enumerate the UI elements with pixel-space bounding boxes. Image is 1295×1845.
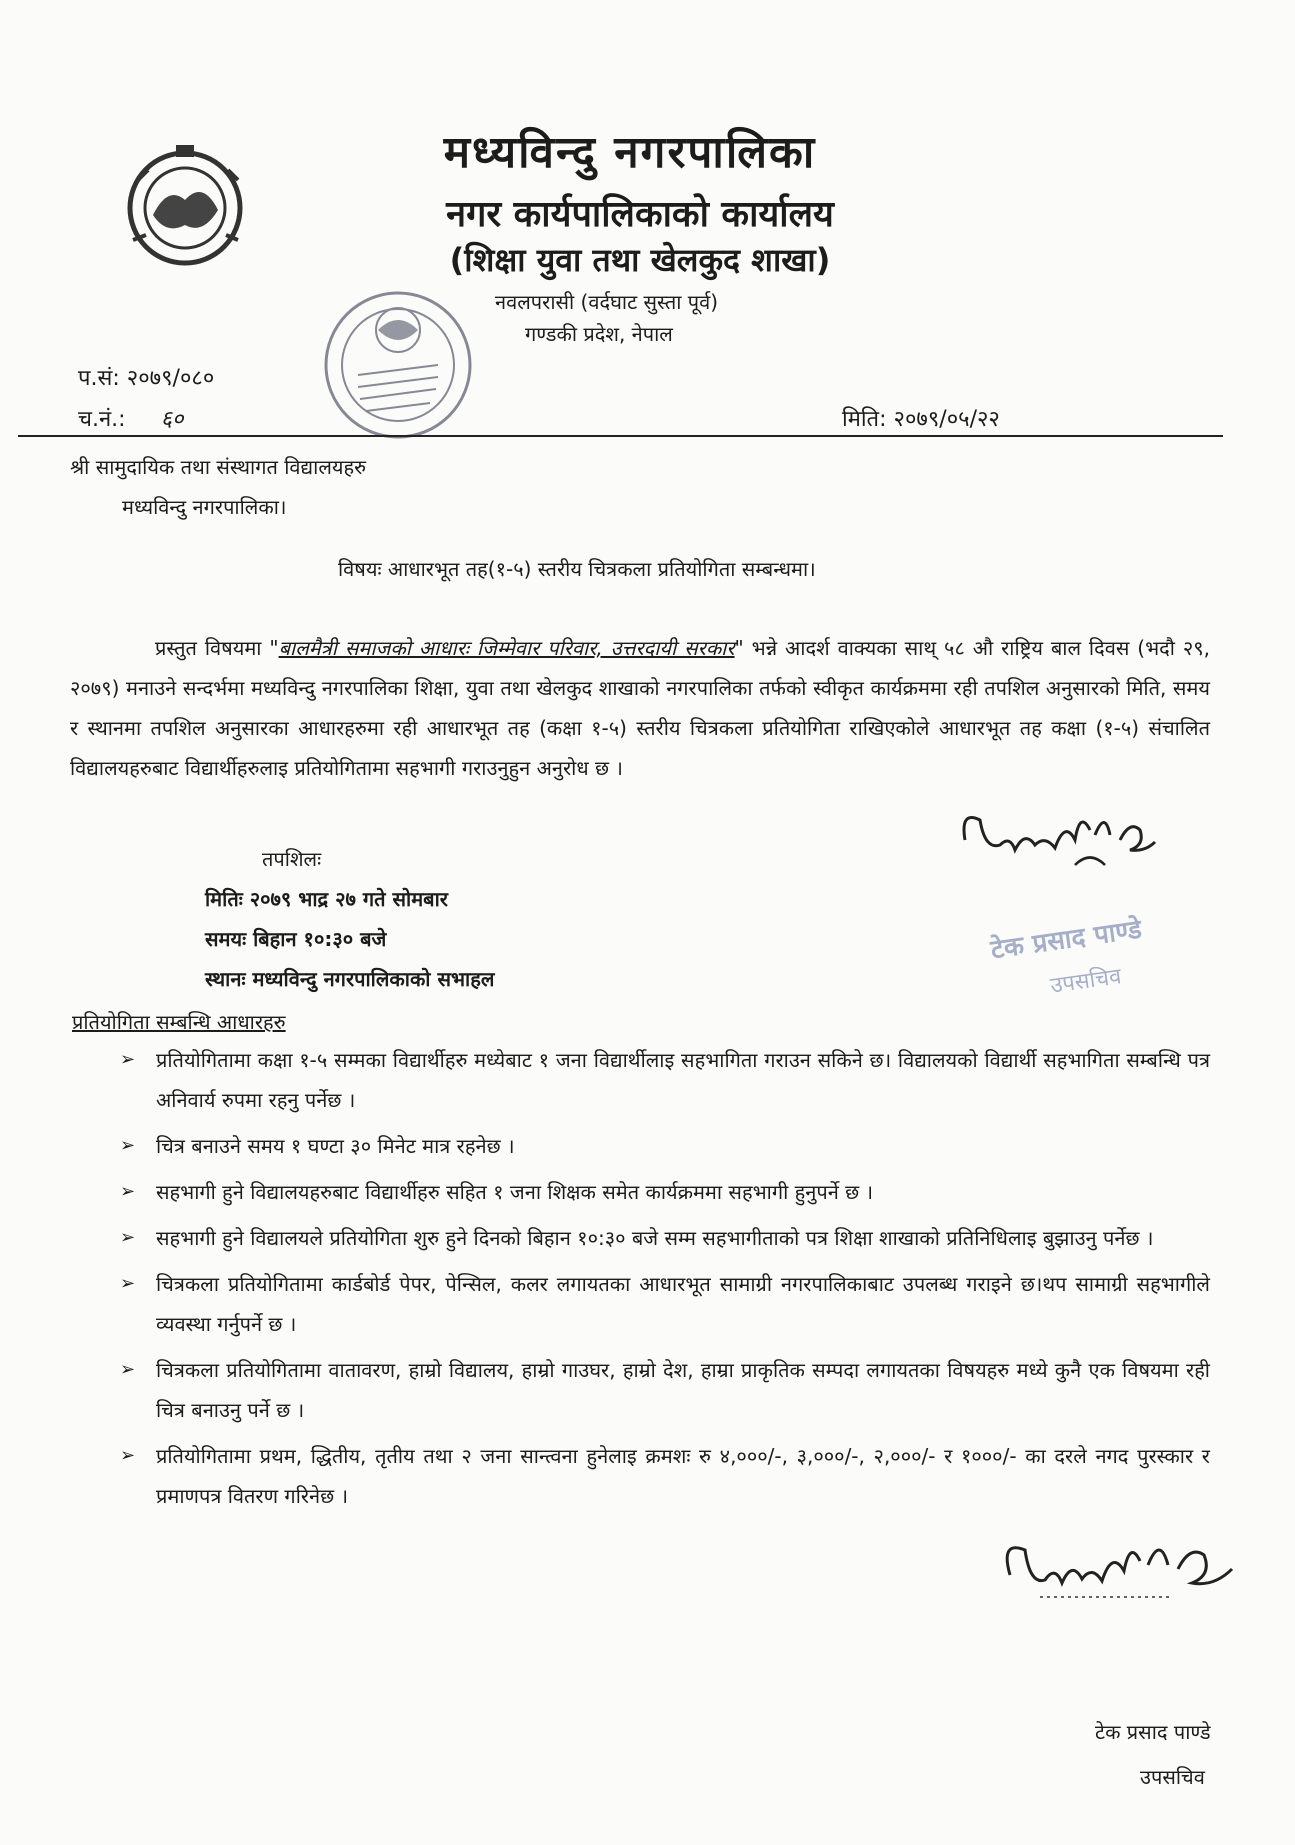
event-date: मितिः २०७९ भाद्र २७ गते सोमबार xyxy=(205,887,448,911)
event-time: समयः बिहान १०:३० बजे xyxy=(205,927,387,951)
body-rest: " भन्ने आदर्श वाक्यका साथ् ५८ औ राष्ट्रिय बाल दिवस (भदौ २९, २०७९) मनाउने सन्दर्भमा मध्यविन्दु नगरपालिका शिक्षा, युवा तथा खेलकुद शाखाको नगरपालिका तर्फको स्वीकृत कार्यक्रममा रही तपशिल अनुसारको मिति, समय र स्थानमा तपशिल अनुसारका आधारहरुमा रही आधारभूत तह (कक्षा १-५) स्तरीय चित्रकला प्रतियोगिता राखिएकोले आधारभूत तह कक्षा (१-५) संचालित विद्यालयहरुबाट विद्यार्थीहरुलाइ प्रतियोगितामा सहभागी गराउनुहुन अनुरोध छ । xyxy=(70,636,1211,780)
rule-item xyxy=(120,1218,1210,1258)
office-subtitle: नगर कार्यपालिकाको कार्यालय xyxy=(446,194,834,235)
arrow-bullet-icon: ➢ xyxy=(120,1273,136,1294)
recipient-line-2: मध्यविन्दु नगरपालिका। xyxy=(122,495,287,519)
office-title: मध्यविन्दु नगरपालिका xyxy=(443,127,817,178)
reference-number xyxy=(78,362,214,392)
arrow-bullet-icon: ➢ xyxy=(120,1359,136,1380)
slogan-text: बालमैत्री समाजको आधारः जिम्मेवार परिवार, उत्तरदायी सरकार xyxy=(278,636,735,660)
date-label: मिति: xyxy=(842,407,887,432)
rule-item xyxy=(120,1126,1210,1166)
signature-stamp-title: उपसचिव xyxy=(1048,964,1123,999)
signature-mark-2 xyxy=(1000,1505,1240,1615)
signer-name: टेक प्रसाद पाण्डे xyxy=(1095,1720,1211,1744)
arrow-bullet-icon: ➢ xyxy=(120,1445,136,1466)
rules-heading: प्रतियोगिता सम्बन्धि आधारहरु xyxy=(72,1010,286,1034)
rule-text: चित्रकला प्रतियोगितामा कार्डबोर्ड पेपर, पेन्सिल, कलर लगायतका आधारभूत सामाग्री नगरपालिकाबाट उपलब्ध गराइने छ।थप सामाग्री सहभागीले व्यवस्था गर्नुपर्ने छ । xyxy=(156,1272,1210,1336)
address-line-1: नवलपरासी (वर्दघाट सुस्ता पूर्व) xyxy=(495,290,719,314)
cn-label: च.नं.: xyxy=(78,407,126,432)
rule-item xyxy=(120,1436,1210,1516)
rule-text: चित्रकला प्रतियोगितामा वातावरण, हाम्रो विद्यालय, हाम्रो गाउघर, हाम्रो देश, हाम्रा प्राकृतिक सम्पदा लगायतका विषयहरु मध्ये कुनै एक विषयमा रही चित्र बनाउनु पर्ने छ । xyxy=(156,1358,1210,1422)
header-divider xyxy=(18,435,1223,437)
signature-stamp-name: टेक प्रसाद पाण्डे xyxy=(988,914,1144,966)
dispatch-number xyxy=(78,403,183,433)
rule-item xyxy=(120,1172,1210,1212)
body-intro: प्रस्तुत विषयमा " xyxy=(155,636,279,660)
rule-item xyxy=(120,1040,1210,1120)
arrow-bullet-icon: ➢ xyxy=(120,1227,136,1248)
ps-label: प.सं: xyxy=(78,366,120,391)
department-name: (शिक्षा युवा तथा खेलकुद शाखा) xyxy=(449,241,831,279)
rule-text: सहभागी हुने विद्यालयहरुबाट विद्यार्थीहरु सहित १ जना शिक्षक समेत कार्यक्रममा सहभागी हुनुपर्ने छ । xyxy=(156,1180,874,1204)
ps-value: २०७९/०८० xyxy=(126,366,215,391)
rule-text: चित्र बनाउने समय १ घण्टा ३० मिनेट मात्र रहनेछ । xyxy=(156,1134,515,1158)
rule-text: प्रतियोगितामा कक्षा १-५ सम्मका विद्यार्थीहरु मध्येबाट १ जना विद्यार्थीलाइ सहभागिता गराउन सकिने छ। विद्यालयको विद्यार्थी सहभागिता सम्बन्धि पत्र अनिवार्य रुपमा रहनु पर्नेछ । xyxy=(156,1048,1210,1112)
signer-title: उपसचिव xyxy=(1140,1765,1205,1789)
rule-item xyxy=(120,1350,1210,1430)
arrow-bullet-icon: ➢ xyxy=(120,1049,136,1070)
arrow-bullet-icon: ➢ xyxy=(120,1181,136,1202)
subject-line: विषयः आधारभूत तह(१-५) स्तरीय चित्रकला प्रतियोगिता सम्बन्धमा। xyxy=(338,557,816,581)
details-title: तपशिलः xyxy=(262,847,322,871)
date-value: २०७९/०५/२२ xyxy=(893,407,1000,432)
rule-item xyxy=(120,1264,1210,1344)
rule-text: सहभागी हुने विद्यालयले प्रतियोगिता शुरु हुने दिनको बिहान १०:३० बजे सम्म सहभागीताको पत्र शिक्षा शाखाको प्रतिनिधिलाइ बुझाउनु पर्नेछ । xyxy=(156,1226,1154,1250)
event-place: स्थानः मध्यविन्दु नगरपालिकाको सभाहल xyxy=(205,967,495,991)
signature-mark-1 xyxy=(955,790,1165,880)
municipality-emblem xyxy=(118,140,253,270)
rules-list xyxy=(120,1040,1210,1522)
office-seal xyxy=(318,285,478,445)
rule-text: प्रतियोगितामा प्रथम, द्धितीय, तृतीय तथा २ जना सान्त्वना हुनेलाइ क्रमशः रु ४,०००/-, ३,०००/-, २,०००/- र १०००/- का दरले नगद पुरस्कार र प्रमाणपत्र वितरण गरिनेछ । xyxy=(156,1444,1210,1508)
recipient-line-1: श्री सामुदायिक तथा संस्थागत विद्यालयहरु xyxy=(70,455,367,479)
arrow-bullet-icon: ➢ xyxy=(120,1135,136,1156)
address-line-2: गण्डकी प्रदेश, नेपाल xyxy=(525,322,673,346)
letter-date xyxy=(842,403,1000,433)
cn-value: ६० xyxy=(160,407,184,432)
body-paragraph xyxy=(70,628,1210,788)
